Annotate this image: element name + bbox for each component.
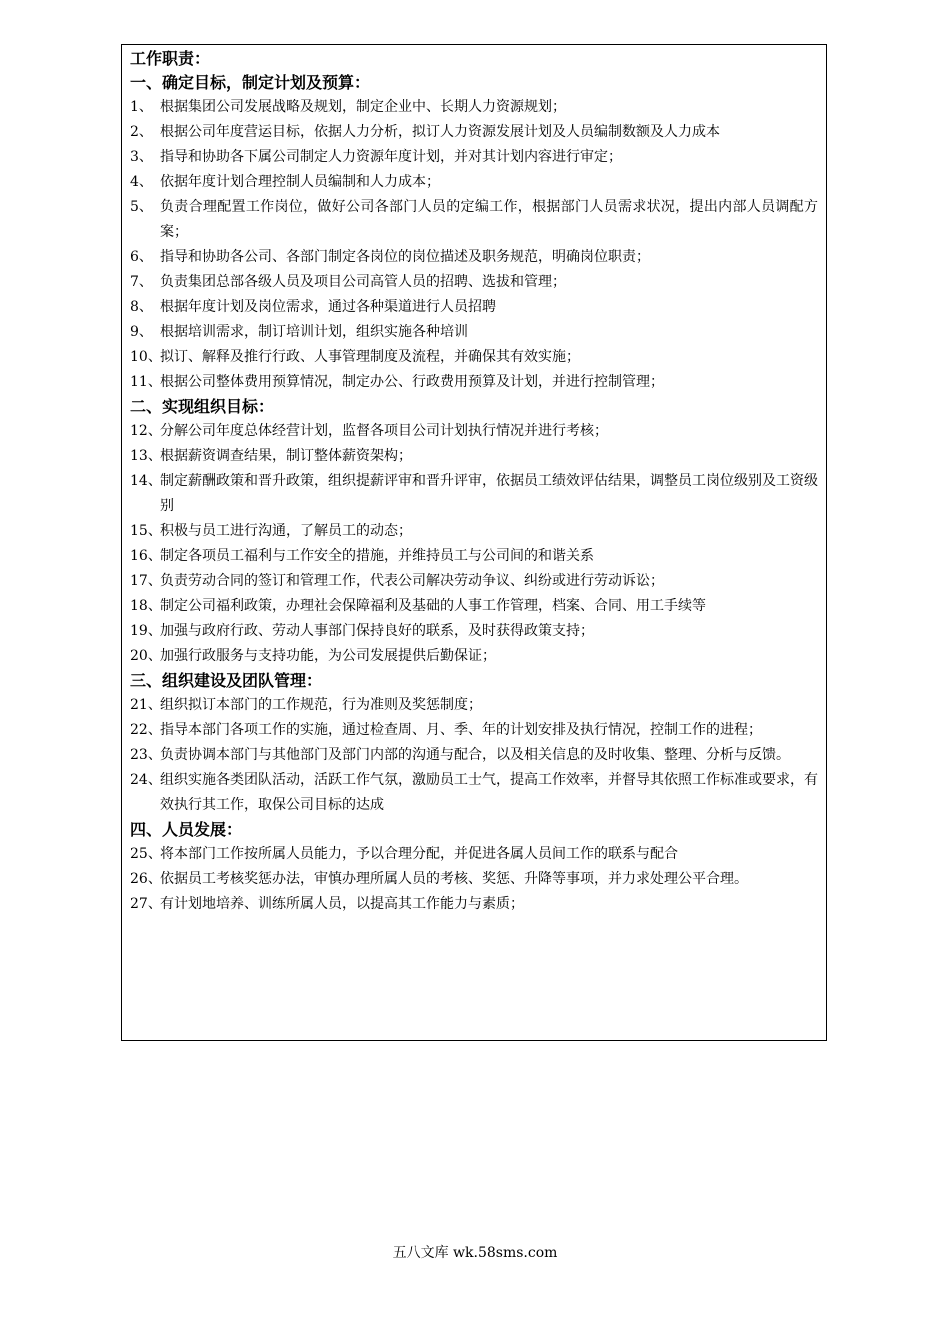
list-item-text: 依据年度计划合理控制人员编制和人力成本； — [160, 174, 440, 190]
list-item-text: 组织实施各类团队活动，活跃工作气氛，激励员工士气，提高工作效率，并督导其依照工作标准或要求，有效执行其工作，取保公司目标的达成 — [160, 772, 818, 813]
footer-watermark: 五八文库 wk.58sms.com — [392, 1245, 558, 1261]
list-item — [130, 693, 818, 718]
list-item-number: 21、 — [130, 697, 162, 713]
list-item-number: 15、 — [130, 523, 162, 539]
list-item — [130, 569, 818, 594]
list-item-number: 20、 — [130, 648, 162, 664]
list-item-text: 根据公司整体费用预算情况，制定办公、行政费用预算及计划，并进行控制管理； — [160, 374, 664, 390]
list-item — [130, 370, 818, 395]
list-item-number: 13、 — [130, 448, 162, 464]
list-item-number: 24、 — [130, 772, 162, 788]
list-item-number: 7、 — [130, 274, 153, 290]
section-heading: 二、实现组织目标： — [130, 397, 275, 416]
sections-container — [130, 71, 818, 917]
list-item — [130, 544, 818, 569]
list-item-number: 26、 — [130, 871, 162, 887]
list-item-number: 17、 — [130, 573, 162, 589]
list-item-number: 18、 — [130, 598, 162, 614]
section-heading: 三、组织建设及团队管理： — [130, 671, 323, 690]
list-item-text: 根据薪资调查结果，制订整体薪资架构； — [160, 448, 412, 464]
list-item-text: 制定薪酬政策和晋升政策，组织提薪评审和晋升评审，依据员工绩效评估结果，调整员工岗位级别及工资级别 — [160, 473, 818, 514]
list-item-text: 负责协调本部门与其他部门及部门内部的沟通与配合，以及相关信息的及时收集、整理、分析与反馈。 — [160, 747, 790, 763]
list-item-text: 根据集团公司发展战略及规划，制定企业中、长期人力资源规划； — [160, 99, 566, 115]
list-item-number: 4、 — [130, 174, 153, 190]
list-item-number: 23、 — [130, 747, 162, 763]
list-item-text: 分解公司年度总体经营计划，监督各项目公司计划执行情况并进行考核； — [160, 423, 608, 439]
list-item-text: 有计划地培养、训练所属人员，以提高其工作能力与素质； — [160, 896, 524, 912]
list-item-number: 6、 — [130, 249, 153, 265]
list-item-number: 1、 — [130, 99, 153, 115]
document-title: 工作职责： — [130, 49, 211, 68]
list-item-number: 11、 — [130, 374, 162, 390]
section-heading: 四、人员发展： — [130, 820, 243, 839]
list-item-number: 2、 — [130, 124, 153, 140]
list-item — [130, 270, 818, 295]
list-item — [130, 768, 818, 818]
list-item — [130, 419, 818, 444]
list-item-number: 14、 — [130, 473, 162, 489]
list-item — [130, 718, 818, 743]
list-item — [130, 743, 818, 768]
list-item-text: 加强行政服务与支持功能，为公司发展提供后勤保证； — [160, 648, 496, 664]
list-item-text: 根据培训需求，制订培训计划，组织实施各种培训 — [160, 324, 468, 340]
list-item-number: 16、 — [130, 548, 162, 564]
list-item — [130, 95, 818, 120]
list-item — [130, 120, 818, 145]
list-item-text: 指导本部门各项工作的实施，通过检查周、月、季、年的计划安排及执行情况，控制工作的进程； — [160, 722, 762, 738]
list-item-number: 8、 — [130, 299, 153, 315]
section-heading: 一、确定目标，制定计划及预算： — [130, 73, 371, 92]
list-item-text: 积极与员工进行沟通，了解员工的动态； — [160, 523, 412, 539]
list-item — [130, 619, 818, 644]
list-item-text: 依据员工考核奖惩办法，审慎办理所属人员的考核、奖惩、升降等事项，并力求处理公平合理。 — [160, 871, 748, 887]
list-item-text: 组织拟订本部门的工作规范，行为准则及奖惩制度； — [160, 697, 482, 713]
list-item-text: 负责劳动合同的签订和管理工作，代表公司解决劳动争议、纠纷或进行劳动诉讼； — [160, 573, 664, 589]
list-item — [130, 444, 818, 469]
list-item — [130, 170, 818, 195]
list-item-text: 根据公司年度营运目标，依据人力分析，拟订人力资源发展计划及人员编制数额及人力成本 — [160, 124, 720, 140]
list-item-text: 负责合理配置工作岗位，做好公司各部门人员的定编工作，根据部门人员需求状况，提出内部人员调配方案； — [160, 199, 818, 240]
list-item-text: 根据年度计划及岗位需求，通过各种渠道进行人员招聘 — [160, 299, 496, 315]
document-frame — [121, 44, 827, 1041]
list-item-number: 12、 — [130, 423, 162, 439]
list-item-number: 25、 — [130, 846, 162, 862]
list-item — [130, 867, 818, 892]
list-item — [130, 320, 818, 345]
list-item — [130, 295, 818, 320]
list-item-text: 制定公司福利政策，办理社会保障福利及基础的人事工作管理，档案、合同、用工手续等 — [160, 598, 706, 614]
list-item — [130, 195, 818, 245]
list-item — [130, 345, 818, 370]
list-item-number: 3、 — [130, 149, 153, 165]
list-item-text: 加强与政府行政、劳动人事部门保持良好的联系，及时获得政策支持； — [160, 623, 594, 639]
list-item-number: 19、 — [130, 623, 162, 639]
list-item — [130, 245, 818, 270]
list-item — [130, 469, 818, 519]
list-item — [130, 145, 818, 170]
list-item — [130, 644, 818, 669]
list-item-text: 拟订、解释及推行行政、人事管理制度及流程，并确保其有效实施； — [160, 349, 580, 365]
list-item-number: 9、 — [130, 324, 153, 340]
list-item-number: 5、 — [130, 199, 153, 215]
list-item — [130, 519, 818, 544]
list-item-text: 指导和协助各公司、各部门制定各岗位的岗位描述及职务规范，明确岗位职责； — [160, 249, 650, 265]
list-item-text: 将本部门工作按所属人员能力，予以合理分配，并促进各属人员间工作的联系与配合 — [160, 846, 678, 862]
list-item-number: 10、 — [130, 349, 162, 365]
list-item-number: 27、 — [130, 896, 162, 912]
list-item — [130, 892, 818, 917]
list-item — [130, 842, 818, 867]
list-item-text: 制定各项员工福利与工作安全的措施，并维持员工与公司间的和谐关系 — [160, 548, 594, 564]
list-item-number: 22、 — [130, 722, 162, 738]
list-item-text: 指导和协助各下属公司制定人力资源年度计划，并对其计划内容进行审定； — [160, 149, 622, 165]
list-item — [130, 594, 818, 619]
list-item-text: 负责集团总部各级人员及项目公司高管人员的招聘、选拔和管理； — [160, 274, 566, 290]
